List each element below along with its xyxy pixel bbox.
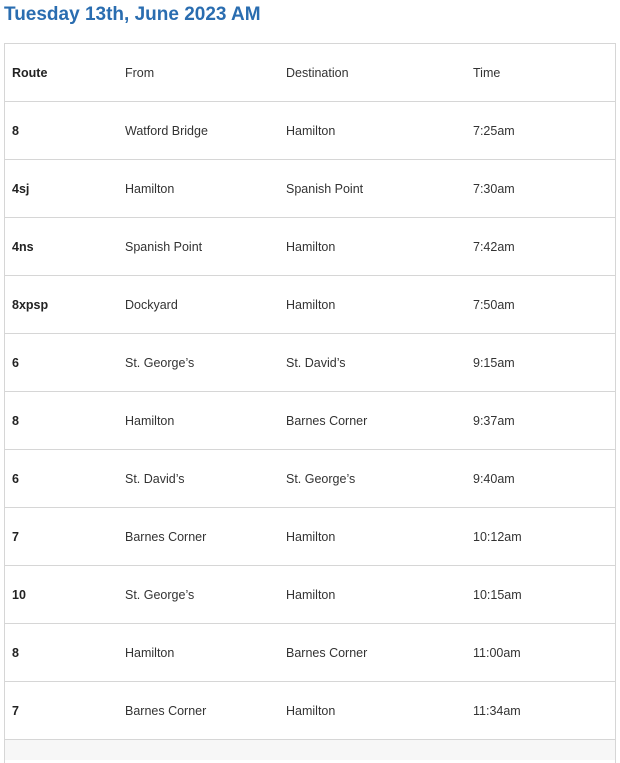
destination-cell: Hamilton bbox=[279, 218, 466, 276]
from-cell: Barnes Corner bbox=[118, 682, 279, 740]
from-cell: St. George’s bbox=[118, 334, 279, 392]
header-route: Route bbox=[5, 44, 118, 102]
route-cell: 10 bbox=[5, 566, 118, 624]
route-cell: 8 bbox=[5, 102, 118, 160]
route-cell: 7 bbox=[5, 508, 118, 566]
table-row bbox=[5, 160, 615, 218]
route-cell: 4sj bbox=[5, 160, 118, 218]
route-cell: 8 bbox=[5, 392, 118, 450]
route-cell: 4ns bbox=[5, 218, 118, 276]
from-cell: Hamilton bbox=[118, 160, 279, 218]
table-row bbox=[5, 508, 615, 566]
bus-schedule-table bbox=[4, 43, 616, 763]
from-cell: Watford Bridge bbox=[118, 102, 279, 160]
time-cell: 11:00am bbox=[466, 624, 615, 682]
header-from: From bbox=[118, 44, 279, 102]
time-cell: 10:12am bbox=[466, 508, 615, 566]
destination-cell: Barnes Corner bbox=[279, 392, 466, 450]
time-cell: 10:15am bbox=[466, 566, 615, 624]
time-cell: 9:37am bbox=[466, 392, 615, 450]
table-row bbox=[5, 334, 615, 392]
partial-cell bbox=[279, 740, 466, 761]
from-cell: Dockyard bbox=[118, 276, 279, 334]
header-time: Time bbox=[466, 44, 615, 102]
partial-cell bbox=[5, 740, 118, 761]
table-row bbox=[5, 392, 615, 450]
destination-cell: St. David’s bbox=[279, 334, 466, 392]
destination-cell: Hamilton bbox=[279, 276, 466, 334]
destination-cell: Spanish Point bbox=[279, 160, 466, 218]
time-cell: 9:40am bbox=[466, 450, 615, 508]
page-title: Tuesday 13th, June 2023 AM bbox=[4, 4, 261, 25]
from-cell: Barnes Corner bbox=[118, 508, 279, 566]
destination-cell: Hamilton bbox=[279, 566, 466, 624]
from-cell: St. George’s bbox=[118, 566, 279, 624]
time-cell: 7:42am bbox=[466, 218, 615, 276]
table-row bbox=[5, 682, 615, 740]
time-cell: 7:25am bbox=[466, 102, 615, 160]
header-destination: Destination bbox=[279, 44, 466, 102]
table-row bbox=[5, 566, 615, 624]
destination-cell: Hamilton bbox=[279, 102, 466, 160]
partial-cell bbox=[118, 740, 279, 761]
destination-cell: Hamilton bbox=[279, 508, 466, 566]
time-cell: 7:30am bbox=[466, 160, 615, 218]
table-row bbox=[5, 624, 615, 682]
route-cell: 6 bbox=[5, 334, 118, 392]
route-cell: 8xpsp bbox=[5, 276, 118, 334]
table-header-row bbox=[5, 44, 615, 102]
table-row bbox=[5, 276, 615, 334]
route-cell: 8 bbox=[5, 624, 118, 682]
table-row bbox=[5, 450, 615, 508]
route-cell: 6 bbox=[5, 450, 118, 508]
from-cell: Spanish Point bbox=[118, 218, 279, 276]
destination-cell: Hamilton bbox=[279, 682, 466, 740]
destination-cell: St. George’s bbox=[279, 450, 466, 508]
time-cell: 7:50am bbox=[466, 276, 615, 334]
table-row bbox=[5, 218, 615, 276]
from-cell: Hamilton bbox=[118, 624, 279, 682]
from-cell: Hamilton bbox=[118, 392, 279, 450]
time-cell: 9:15am bbox=[466, 334, 615, 392]
table-row bbox=[5, 102, 615, 160]
from-cell: St. David’s bbox=[118, 450, 279, 508]
table-row-partial bbox=[5, 740, 615, 761]
destination-cell: Barnes Corner bbox=[279, 624, 466, 682]
partial-cell bbox=[466, 740, 615, 761]
time-cell: 11:34am bbox=[466, 682, 615, 740]
route-cell: 7 bbox=[5, 682, 118, 740]
